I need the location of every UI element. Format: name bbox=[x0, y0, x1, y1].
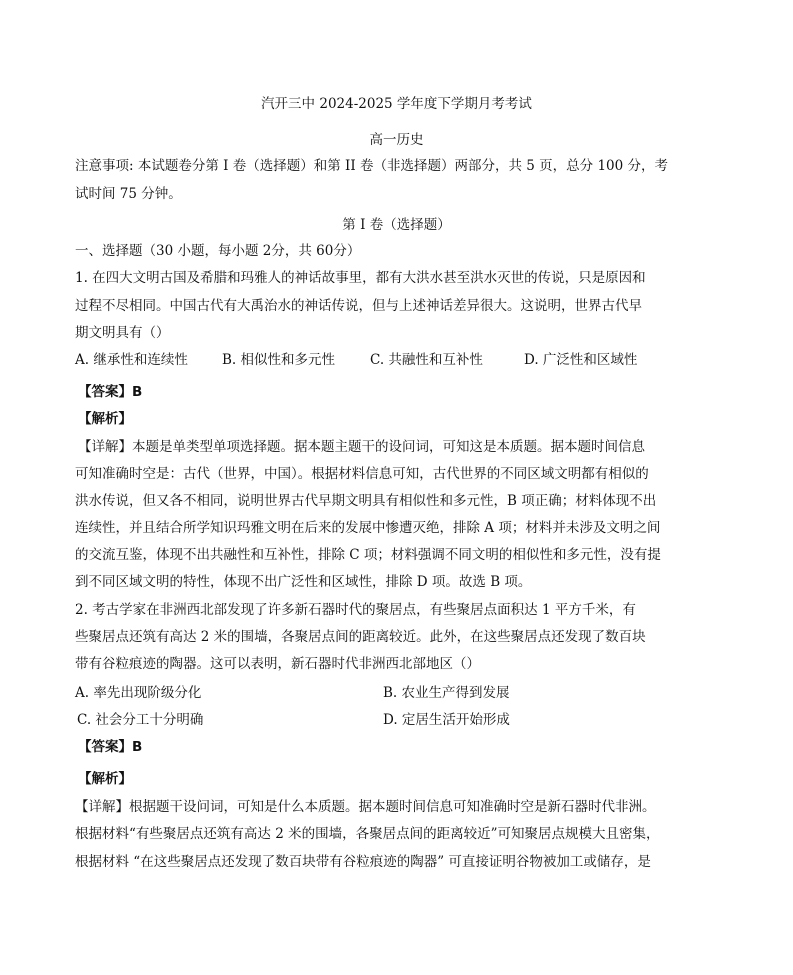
q1-detail-line-4: 连续性，并且结合所学知识玛雅文明在后来的发展中惨遭灭绝，排除 A 项；材料并未涉及文明之间 bbox=[75, 520, 661, 536]
q2-analysis-label: 【解析】 bbox=[78, 771, 132, 787]
q1-stem-line-1: 1. 在四大文明古国及希腊和玛雅人的神话故事里，都有大洪水甚至洪水灭世的传说，只是原因和 bbox=[75, 270, 646, 286]
q1-answer: 【答案】B bbox=[78, 384, 143, 400]
q1-option-b: B. 相似性和多元性 bbox=[222, 352, 336, 368]
q1-detail-line-5: 的交流互鉴，体现不出共融性和互补性，排除 C 项；材料强调不同文明的相似性和多元性，没有提 bbox=[75, 547, 661, 563]
q2-stem-line-1: 2. 考古学家在非洲西北部发现了许多新石器时代的聚居点，有些聚居点面积达 1 平方千米，有 bbox=[75, 602, 636, 618]
q1-detail-line-2: 可知准确时空是：古代（世界，中国）。根据材料信息可知，古代世界的不同区域文明都有相似的 bbox=[75, 466, 649, 482]
section-heading: 一、选择题（30 小题，每小题 2分，共 60分） bbox=[75, 243, 361, 259]
q1-option-c: C. 共融性和互补性 bbox=[370, 352, 483, 368]
q2-option-b: B. 农业生产得到发展 bbox=[383, 685, 510, 701]
q2-stem-line-2: 些聚居点还筑有高达 2 米的围墙，各聚居点间的距离较近。此外，在这些聚居点还发现了数百块 bbox=[75, 629, 646, 645]
q2-option-d: D. 定居生活开始形成 bbox=[383, 712, 510, 728]
q1-stem-line-2: 过程不尽相同。中国古代有大禹治水的神话传说，但与上述神话差异很大。这说明，世界古代早 bbox=[75, 298, 642, 314]
q1-detail-line-6: 到不同区域文明的特性，体现不出广泛性和区域性，排除 D 项。故选 B 项。 bbox=[75, 574, 532, 590]
q2-answer: 【答案】B bbox=[78, 739, 143, 755]
exam-subject: 高一历史 bbox=[369, 132, 424, 148]
notice-line-1: 注意事项: 本试题卷分第 I 卷（选择题）和第 II 卷（非选择题）两部分，共 5 页，总分 100 分，考 bbox=[75, 158, 669, 174]
q1-option-d: D. 广泛性和区域性 bbox=[524, 352, 638, 368]
exam-title: 汽开三中 2024-2025 学年度下学期月考考试 bbox=[261, 96, 532, 112]
q2-detail-line-3: 根据材料 “在这些聚居点还发现了数百块带有谷粒痕迹的陶器” 可直接证明谷物被加工或储存，是 bbox=[75, 854, 651, 870]
q2-option-c: C. 社会分工十分明确 bbox=[77, 712, 204, 728]
notice-line-2: 试时间 75 分钟。 bbox=[75, 186, 182, 202]
q1-detail-line-1: 【详解】本题是单类型单项选择题。据本题主题干的设问词，可知这是本质题。据本题时间信息 bbox=[78, 439, 645, 455]
q2-detail-line-2: 根据材料“有些聚居点还筑有高达 2 米的围墙，各聚居点间的距离较近”可知聚居点规模大且密集， bbox=[75, 826, 660, 842]
q2-stem-line-3: 带有谷粒痕迹的陶器。这可以表明，新石器时代非洲西北部地区（） bbox=[75, 656, 480, 672]
q2-detail-line-1: 【详解】根据题干设问词，可知是什么本质题。据本题时间信息可知准确时空是新石器时代非洲。 bbox=[75, 799, 656, 815]
q1-analysis-label: 【解析】 bbox=[78, 411, 132, 427]
q1-detail-line-3: 洪水传说，但又各不相同，说明世界古代早期文明具有相似性和多元性，B 项正确；材料体现不出 bbox=[75, 493, 657, 509]
q1-stem-line-3: 期文明具有（） bbox=[75, 325, 170, 341]
q2-option-a: A. 率先出现阶级分化 bbox=[75, 685, 202, 701]
part1-title: 第 I 卷（选择题） bbox=[342, 217, 451, 233]
q1-option-a: A. 继承性和连续性 bbox=[75, 352, 188, 368]
